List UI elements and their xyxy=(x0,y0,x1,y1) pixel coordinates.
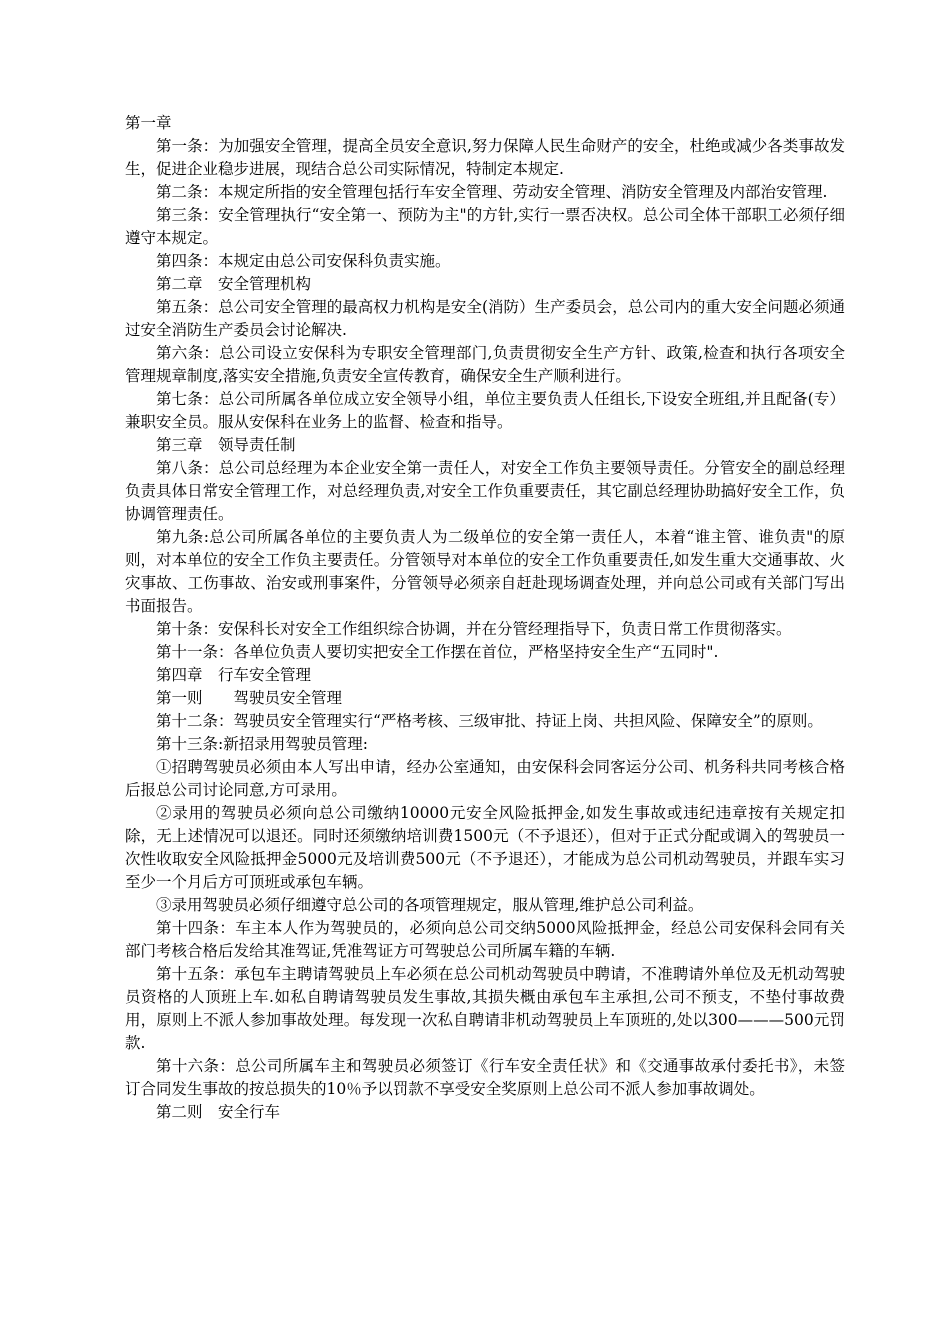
article-14: 第十四条：车主本人作为驾驶员的，必须向总公司交纳5000风险抵押金，经总公司安保科会同有关部门考核合格后发给其准驾证,凭准驾证方可驾驶总公司所属车籍的车辆. xyxy=(125,919,845,960)
article-8: 第八条：总公司总经理为本企业安全第一责任人，对安全工作负主要领导责任。分管安全的副总经理负责具体日常安全管理工作，对总经理负责,对安全工作负重要责任，其它副总经理协助搞好安全工作，负协调管理责任。 xyxy=(125,459,845,523)
article-11: 第十一条：各单位负责人要切实把安全工作摆在首位，严格坚持安全生产“五同时". xyxy=(156,643,719,661)
article-6: 第六条：总公司设立安保科为专职安全管理部门,负责贯彻安全生产方针、政策,检查和执行各项安全管理规章制度,落实安全措施,负责安全宣传教育，确保安全生产顺利进行。 xyxy=(125,344,845,385)
chapter-heading: 第一章 xyxy=(125,114,172,132)
article-12: 第十二条：驾驶员安全管理实行“严格考核、三级审批、持证上岗、共担风险、保障安全”的原则。 xyxy=(156,712,823,730)
article-10: 第十条：安保科长对安全工作组织综合协调，并在分管经理指导下，负责日常工作贯彻落实。 xyxy=(156,620,792,638)
section-2-heading: 第二则 安全行车 xyxy=(156,1103,281,1121)
article-7: 第七条：总公司所属各单位成立安全领导小组，单位主要负责人任组长,下设安全班组,并且配备(专）兼职安全员。服从安保科在业务上的监督、检查和指导。 xyxy=(125,390,845,431)
chapter-4-heading: 第四章 行车安全管理 xyxy=(156,666,312,684)
article-3: 第三条：安全管理执行“安全第一、预防为主"的方针,实行一票否决权。总公司全体干部职工必须仔细遵守本规定。 xyxy=(125,206,845,247)
article-9: 第九条:总公司所属各单位的主要负责人为二级单位的安全第一责任人，本着“谁主管、谁负责"的原则，对本单位的安全工作负主要责任。分管领导对本单位的安全工作负重要责任,如发生重大交通事故、火灾事故、工伤事故、治安或刑事案件，分管领导必须亲自赶赴现场调查处理，并向总公司或有关部门写出书面报告。 xyxy=(125,528,845,615)
article-16: 第十六条：总公司所属车主和驾驶员必须签订《行车安全责任状》和《交通事故承付委托书》，未签订合同发生事故的按总损失的10％予以罚款不享受安全奖原则上总公司不派人参加事故调处。 xyxy=(125,1057,845,1098)
article-4: 第四条：本规定由总公司安保科负责实施。 xyxy=(156,252,451,270)
article-15: 第十五条：承包车主聘请驾驶员上车必须在总公司机动驾驶员中聘请，不准聘请外单位及无机动驾驶员资格的人顶班上车.如私自聘请驾驶员发生事故,其损失概由承包车主承担,公司不预支，不垫付事故费用，原则上不派人参加事故处理。每发现一次私自聘请非机动驾驶员上车顶班的,处以300———500元罚款. xyxy=(125,965,845,1052)
article-1: 第一条：为加强安全管理，提高全员安全意识,努力保障人民生命财产的安全，杜绝或减少各类事故发生，促进企业稳步进展，现结合总公司实际情况，特制定本规定. xyxy=(125,137,845,178)
article-13-item-2: ②录用的驾驶员必须向总公司缴纳10000元安全风险抵押金,如发生事故或违纪违章按有关规定扣除，无上述情况可以退还。同时还须缴纳培训费1500元（不予退还），但对于正式分配或调入的驾驶员一次性收取安全风险抵押金5000元及培训费500元（不予退还），才能成为总公司机动驾驶员，并跟车实习至少一个月后方可顶班或承包车辆。 xyxy=(125,804,845,891)
chapter-2-heading: 第二章 安全管理机构 xyxy=(156,275,312,293)
document-body xyxy=(125,112,845,1124)
section-1-heading: 第一则 驾驶员安全管理 xyxy=(156,689,343,707)
article-13-item-3: ③录用驾驶员必须仔细遵守总公司的各项管理规定，服从管理,维护总公司利益。 xyxy=(156,896,704,914)
article-2: 第二条：本规定所指的安全管理包括行车安全管理、劳动安全管理、消防安全管理及内部治安管理. xyxy=(156,183,828,201)
article-5: 第五条：总公司安全管理的最高权力机构是安全(消防）生产委员会，总公司内的重大安全问题必须通过安全消防生产委员会讨论解决. xyxy=(125,298,845,339)
article-13-item-1: ①招聘驾驶员必须由本人写出申请，经办公室通知，由安保科会同客运分公司、机务科共同考核合格后报总公司讨论同意,方可录用。 xyxy=(125,758,845,799)
chapter-3-heading: 第三章 领导责任制 xyxy=(156,436,296,454)
article-13: 第十三条:新招录用驾驶员管理: xyxy=(156,735,368,753)
